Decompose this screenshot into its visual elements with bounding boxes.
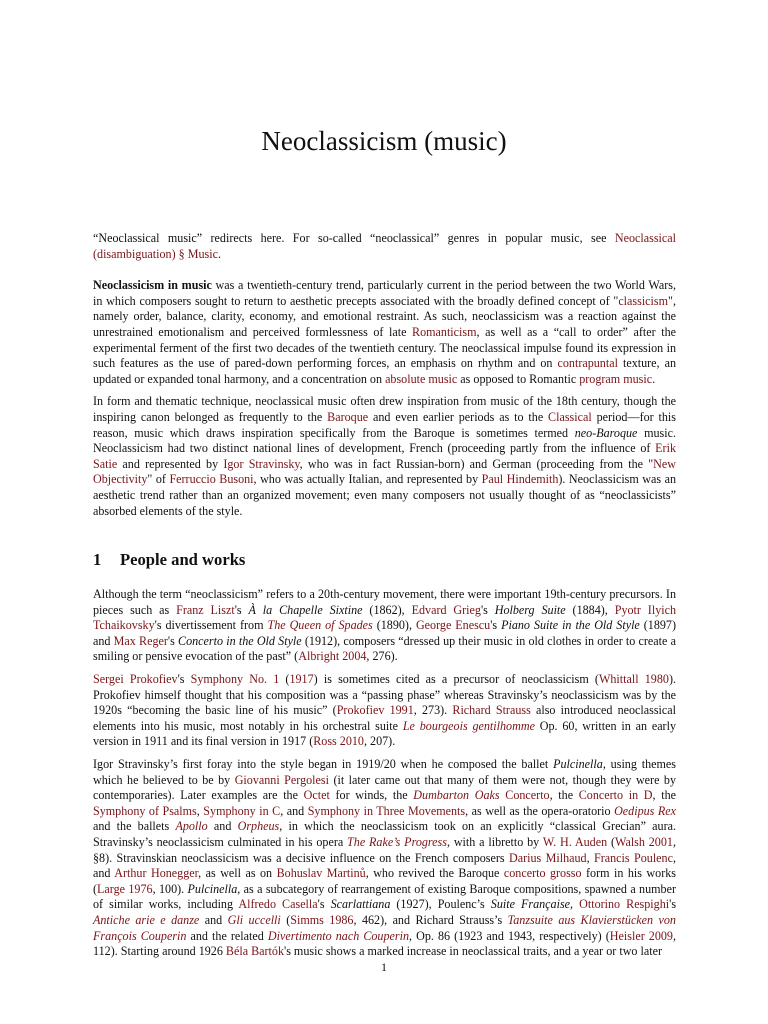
form-paragraph [93,394,676,519]
text: , [570,897,580,912]
text: , who was actually Italian, and represented by [253,472,482,487]
link-orpheus[interactable]: Orpheus [237,819,280,834]
work-title: Holberg Suite [494,602,566,617]
text: , using themes which he believed to be by [93,757,676,787]
text: (it later came out that many of them were not, though they were by contemporaries). Later examples are the [93,772,677,803]
text: " of [147,472,170,487]
work-title: Pulcinella [187,881,238,896]
link-queen-of-spades[interactable]: The Queen of Spades [267,618,373,633]
text: as opposed to Romantic [457,371,580,386]
link-francis-poulenc[interactable]: Francis Poulenc [594,850,673,865]
text: ) is sometimes cited as a precursor of neoclassicism ( [313,672,599,687]
text: texture, an updated or expanded tonal harmony, and a concentration on [93,356,677,386]
link-giovanni-pergolesi[interactable]: Giovanni Pergolesi [234,772,329,787]
text: , 462), and Richard Strauss’s [353,912,508,927]
text: music. Neoclassicism had two distinct national lines of development, French (proceeding partly from the influence of [93,425,676,456]
link-le-bourgeois-gentilhomme[interactable]: Le bourgeois gentilhomme [402,718,535,733]
link-george-enescu[interactable]: George Enescu [415,618,491,633]
text: , 112). Starting around 1926 [93,928,677,959]
link-darius-milhaud[interactable]: Darius Milhaud [508,850,587,865]
link-neoclassical-disambiguation[interactable]: Neoclassical (disambiguation) § Music [93,231,676,261]
link-max-reger[interactable]: Max Reger [113,633,168,648]
link-simms-1986[interactable]: Simms 1986 [290,912,354,927]
link-oedipus-rex[interactable]: Oedipus Rex [614,803,676,818]
link-gli-uccelli[interactable]: Gli uccelli [227,912,281,927]
text: (1884), [565,602,615,617]
link-sergei-prokofiev[interactable]: Sergei Prokofiev [93,672,178,687]
text: and [207,819,238,834]
work-title: Concerto in the Old Style [178,633,302,648]
link-concerto-in-d[interactable]: Concerto in D [578,788,653,803]
link-classical[interactable]: Classical [548,409,592,424]
text: ). Neoclassicism was an aesthetic trend rather than an organized movement; even many composers not usually thought of as “neoclassicists” absorbed elements of the style. [93,472,677,518]
link-edvard-grieg[interactable]: Edvard Grieg [411,602,481,617]
link-large-1976[interactable]: Large 1976 [97,881,153,896]
text: , as a subcategory of rearrangement of existing Baroque compositions, spawned a number of similar works, including [93,881,677,912]
link-arthur-honegger[interactable]: Arthur Honegger [114,866,199,881]
text: and represented by [117,456,224,471]
link-octet[interactable]: Octet [303,788,330,803]
link-ottorino-respighi[interactable]: Ottorino Respighi [579,897,670,912]
link-igor-stravinsky[interactable]: Igor Stravinsky [223,456,300,471]
text: ( [280,912,291,927]
link-1917[interactable]: 1917 [289,672,314,687]
stravinsky-paragraph [93,757,676,960]
text: , 273). [413,703,453,718]
link-walsh-2001[interactable]: Walsh 2001 [615,835,673,849]
work-title: À la Chapelle Sixtine [248,602,363,617]
text: , the [652,788,676,803]
text: , and [280,803,308,818]
text: Op. 60, written in an early version in 1911 and its final version in 1917 ( [93,718,676,749]
text: , as well as on [198,866,277,881]
work-title: Scarlattiana [330,897,391,912]
text: 's [669,897,677,912]
link-richard-strauss[interactable]: Richard Strauss [452,703,531,718]
text: ", namely order, balance, clarity, economy, and emotional restraint. As such, neoclassicism was a reaction against the unrestrained emotionalism and perceived formlessness of late [93,293,676,339]
link-prokofiev-1991[interactable]: Prokofiev 1991 [336,703,414,718]
article-body [93,231,676,967]
text: , as well as the opera-oratorio [465,803,615,818]
page-number: 1 [381,960,387,974]
link-program-music[interactable]: program music [579,371,653,386]
link-tchaikovsky[interactable]: Pyotr Ilyich Tchaikovsky [93,602,677,633]
text: Although the term “neoclassicism” refers to a 20th-century movement, there were important 19th-century precursors. In pieces such as [93,587,676,617]
work-title: Pulcinella [553,757,603,772]
text: 's [480,602,495,617]
text: , [586,850,595,865]
prokofiev-paragraph [93,672,676,750]
text: , 207). [363,734,396,749]
link-albright-2004[interactable]: Albright 2004 [298,649,367,664]
text: 's music shows a marked increase in neoclassical traits, and a year or two later [284,944,662,959]
section-number: 1 [93,550,102,570]
link-concerto[interactable]: Concerto [505,788,550,803]
link-contrapuntal[interactable]: contrapuntal [557,356,618,371]
text: In form and thematic technique, neoclassical music often drew inspiration from music of the 18th century, though the inspiring canon belonged as frequently to the [93,394,676,424]
text: , who revived the Baroque [365,866,504,881]
text: , Op. 86 (1923 and 1943, respectively) ( [409,928,610,943]
text: , the [549,788,579,803]
link-romanticism[interactable]: Romanticism [412,324,477,339]
link-divertimento-nach-couperin[interactable]: Divertimento nach Couperin [267,928,410,943]
text: (1897) and [93,618,677,648]
text: ( [607,835,615,849]
link-symphony-of-psalms[interactable]: Symphony of Psalms [93,803,197,818]
text: and [199,912,228,927]
link-paul-hindemith[interactable]: Paul Hindemith [481,472,559,487]
link-antiche-arie-e-danze[interactable]: Antiche arie e danze [93,912,200,927]
text: for winds, the [329,788,414,803]
text: 's [317,897,331,912]
text: (1890), [372,618,416,633]
text: 's [234,602,249,617]
work-title: Suite Française [490,897,571,912]
link-heisler-2009[interactable]: Heisler 2009 [609,928,673,943]
text: , in which the neoclassicism took on an explicitly “classical Grecian” aura. Stravinsky’s neoclassicism culminated in his opera [93,819,676,849]
link-bela-bartok[interactable]: Béla Bartók [225,944,285,959]
hatnote [93,231,676,262]
text: 's [177,672,191,687]
text: form in his works ( [93,866,676,896]
text: Igor Stravinsky’s first foray into the style began in 1919/20 when he composed the ballet [93,757,554,772]
link-rakes-progress[interactable]: The Rake’s Progress [347,835,447,849]
precursors-paragraph [93,587,676,665]
text: , §8). Stravinskian neoclassicism was a decisive influence on the French composers [93,835,676,865]
link-absolute-music[interactable]: absolute music [385,371,458,386]
text: ). Prokofiev himself thought that his composition was a “passing phase” whereas Stravinsky’s neoclassicism was by the 1920s “becoming the basic line of his music” ( [93,672,676,718]
intro-paragraph [93,278,676,387]
text: 's [490,618,502,633]
link-concerto-grosso[interactable]: concerto grosso [503,866,582,881]
text: (1862), [362,602,412,617]
link-whittall-1980[interactable]: Whittall 1980 [598,672,669,687]
text: period—for this reason, music which draws inspiration specifically from the Baroque is sometimes termed [93,409,676,440]
text: . [652,371,656,386]
lead-term: Neoclassicism in music [93,278,212,293]
text: 's divertissement from [154,618,268,633]
text: (1912), composers “dressed up their music in old clothes in order to create a smiling or pensive evocation of the past” ( [93,633,676,664]
link-alfredo-casella[interactable]: Alfredo Casella [238,897,318,912]
link-erik-satie[interactable]: Erik Satie [93,441,676,471]
link-ferruccio-busoni[interactable]: Ferruccio Busoni [169,472,254,487]
link-symphony-no-1[interactable]: Symphony No. 1 [190,672,280,687]
text: , 100). [152,881,188,896]
text: ( [279,672,290,687]
text: , as well as a “call to order” after the experimental ferment of the first two decades of the twentieth century. The neoclassical impulse found its expression in such features as the use of pared-down performing forces, an emphasis on rhythm and on [93,324,676,371]
text: , and [93,850,676,881]
link-new-objectivity[interactable]: New Objectivity [93,456,676,487]
text: . [217,246,221,261]
text: 's [167,633,179,648]
link-symphony-in-c[interactable]: Symphony in C [203,803,281,818]
text: , [196,803,204,818]
link-ross-2010[interactable]: Ross 2010 [313,734,364,749]
link-wh-auden[interactable]: W. H. Auden [542,835,608,849]
link-apollo[interactable]: Apollo [175,819,208,834]
link-baroque[interactable]: Baroque [327,409,369,424]
link-classicism[interactable]: classicism [618,293,669,308]
text: also introduced neoclassical elements into his music, most notably in his orchestral suite [93,703,676,733]
section-title: People and works [120,550,246,570]
link-bohuslav-martinu[interactable]: Bohuslav Martinů [276,866,366,881]
link-dumbarton-oaks[interactable]: Dumbarton Oaks [413,788,500,803]
section-heading [93,550,676,570]
text: , who was in fact Russian-born) and German (proceeding from the " [299,456,654,471]
text: , with a libretto by [446,835,543,849]
link-tanzsuite[interactable]: Tanzsuite aus Klavierstücken von François Couperin [93,912,676,943]
text: was a twentieth-century trend, particularly current in the period between the two World Wars, in which composers sought to return to aesthetic precepts associated with the broadly defined concept of " [93,278,676,308]
page-title: Neoclassicism (music) [261,126,507,156]
text: and even earlier periods as to the [368,409,549,424]
text: “Neoclassical music” redirects here. For so-called “neoclassical” genres in popular music, see [93,231,615,245]
link-franz-liszt[interactable]: Franz Liszt [176,602,235,617]
work-title: Piano Suite in the Old Style [501,618,640,633]
text: and the ballets [93,819,176,834]
text: (1927), Poulenc’s [390,897,491,912]
link-symphony-three-movements[interactable]: Symphony in Three Movements [307,803,466,818]
term-neo-baroque: neo-Baroque [574,425,638,440]
text: and the related [186,928,268,943]
text: , 276). [366,649,398,664]
